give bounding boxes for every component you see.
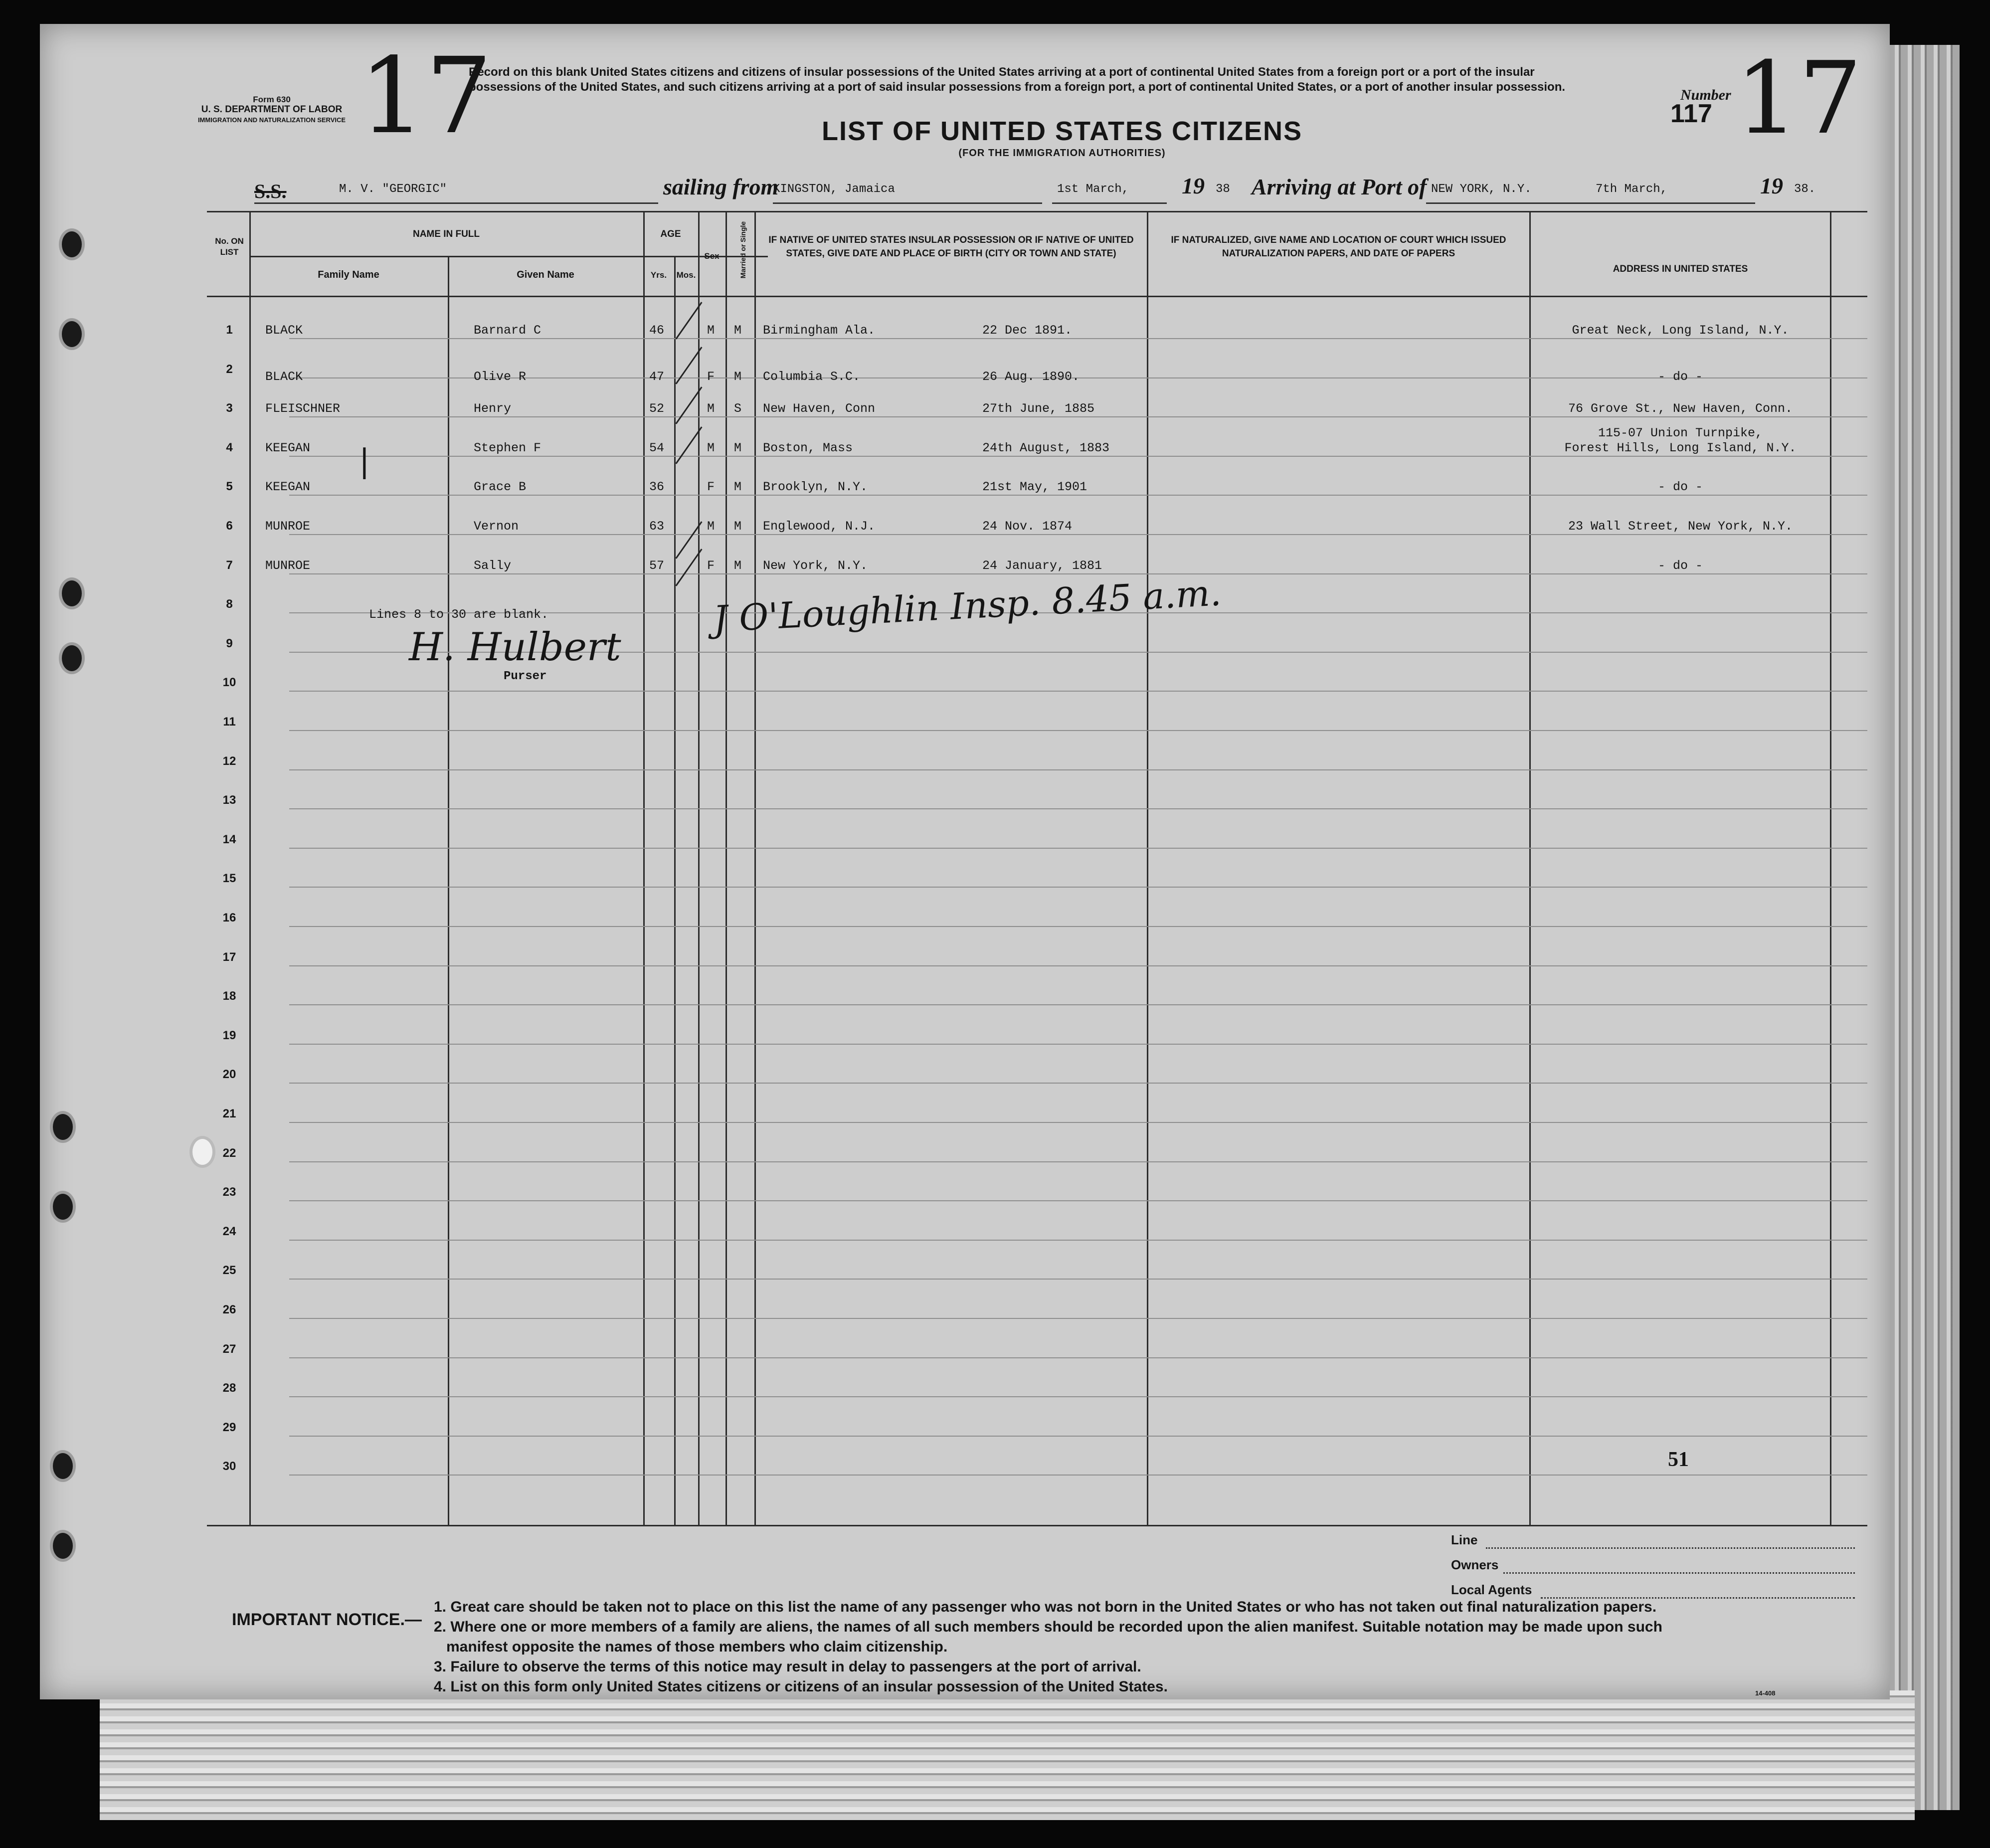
address-cell: 115-07 Union Turnpike, xyxy=(1598,425,1763,440)
age-years-cell: 57 xyxy=(649,558,665,573)
sailing-from-label: sailing from xyxy=(663,174,779,199)
line-number: 8 xyxy=(226,597,233,611)
address-cell: 76 Grove St., New Haven, Conn. xyxy=(1568,401,1793,416)
page-subtitle: (FOR THE IMMIGRATION AUTHORITIES) xyxy=(958,148,1166,159)
ruled-line xyxy=(289,926,1867,927)
vessel-name: M. V. "GEORGIC" xyxy=(339,183,447,196)
binder-hole xyxy=(59,318,85,350)
ruled-line xyxy=(289,1396,1867,1397)
age-years-cell: 36 xyxy=(649,480,665,495)
blank-lines-note: Lines 8 to 30 are blank. xyxy=(369,607,549,622)
line-number: 21 xyxy=(222,1107,236,1120)
handwritten-sheet-number-right: 17 xyxy=(1735,40,1862,157)
col-header-given-name: Given Name xyxy=(517,269,574,280)
binder-hole xyxy=(50,1111,76,1143)
given-name-cell: Sally xyxy=(474,558,512,573)
birth-place-cell: New York, N.Y. xyxy=(763,558,868,573)
footer-owners-label: Owners xyxy=(1451,1557,1499,1572)
underlying-pages-bottom xyxy=(100,1690,1915,1820)
age-years-cell: 54 xyxy=(649,440,665,455)
arriving-year: 38. xyxy=(1794,183,1816,196)
line-number: 5 xyxy=(226,480,233,494)
service-name: IMMIGRATION AND NATURALIZATION SERVICE xyxy=(197,116,346,124)
notice-item-3: 3. Failure to observe the terms of this notice may result in delay to passengers at the port of arrival. xyxy=(434,1659,1141,1675)
marital-status-cell: M xyxy=(734,519,742,534)
ruled-line xyxy=(289,1357,1867,1358)
marital-status-cell: M xyxy=(734,480,742,495)
ruled-line xyxy=(289,1240,1867,1241)
family-name-cell: MUNROE xyxy=(265,558,311,573)
binder-hole xyxy=(50,1191,76,1223)
col-header-married-or-single: Married or Single xyxy=(739,221,747,279)
sailing-year-prefix: 19 xyxy=(1182,173,1205,198)
vessel-prefix-struck: S.S. xyxy=(254,180,287,202)
ruled-line xyxy=(289,1475,1867,1476)
tick-mark: | xyxy=(359,443,370,480)
address-cell: - do - xyxy=(1657,558,1703,573)
sex-cell: M xyxy=(707,440,715,455)
family-name-cell: KEEGAN xyxy=(265,480,311,495)
line-number: 13 xyxy=(222,793,236,807)
ruled-line xyxy=(289,1436,1867,1437)
line-number: 10 xyxy=(222,676,236,690)
line-number: 28 xyxy=(222,1381,236,1395)
ruled-line xyxy=(289,495,1867,496)
address-cell: 23 Wall Street, New York, N.Y. xyxy=(1568,519,1793,534)
line-number: 24 xyxy=(222,1224,236,1238)
ruled-line xyxy=(289,1161,1867,1162)
birth-date-cell: 26 Aug. 1890. xyxy=(982,369,1080,384)
marital-status-cell: S xyxy=(734,401,742,416)
age-years-cell: 52 xyxy=(649,401,665,416)
notice-item-2: 2. Where one or more members of a family are aliens, the names of all such members should be recorded upon the alien manifest. Suitable notation may be made upon such xyxy=(434,1619,1662,1635)
line-number: 6 xyxy=(226,519,233,533)
col-header-mos: Mos. xyxy=(676,270,696,280)
sex-cell: M xyxy=(707,323,715,338)
family-name-cell: BLACK xyxy=(265,369,303,384)
given-name-cell: Vernon xyxy=(474,519,519,534)
age-years-cell: 47 xyxy=(649,369,665,384)
ruled-line xyxy=(289,887,1867,888)
notice-item-4: 4. List on this form only United States citizens or citizens of an insular possession of the United States. xyxy=(434,1678,1168,1695)
ruled-line xyxy=(289,1318,1867,1319)
birth-place-cell: Boston, Mass xyxy=(763,440,853,455)
col-header-address: ADDRESS IN UNITED STATES xyxy=(1613,264,1748,274)
ruled-line xyxy=(289,691,1867,692)
col-header-no-on-list: No. ON LIST xyxy=(215,236,244,257)
binder-hole xyxy=(59,642,85,674)
sex-cell: F xyxy=(707,480,715,495)
ruled-line xyxy=(289,1200,1867,1201)
ruled-line xyxy=(289,1083,1867,1084)
inspector-note: J O'Loughlin Insp. 8.45 a.m. xyxy=(712,571,1223,640)
ruled-line xyxy=(289,730,1867,731)
family-name-cell: FLEISCHNER xyxy=(265,401,341,416)
notice-item-2-cont: manifest opposite the names of those members who claim citizenship. xyxy=(446,1639,948,1655)
birth-date-cell: 22 Dec 1891. xyxy=(982,323,1073,338)
age-years-cell: 63 xyxy=(649,519,665,534)
col-header-birth: IF NATIVE OF UNITED STATES INSULAR POSSESSION OR IF NATIVE OF UNITED STATES, GIVE DATE AND PLACE OF BIRTH (CITY OR TOWN AND STATE) xyxy=(768,235,1134,259)
birth-place-cell: Birmingham Ala. xyxy=(763,323,876,338)
purser-label: Purser xyxy=(504,670,547,683)
given-name-cell: Stephen F xyxy=(474,440,542,455)
department-name: U. S. DEPARTMENT OF LABOR xyxy=(201,104,343,115)
line-number: 17 xyxy=(222,950,236,964)
ruled-line xyxy=(289,1004,1867,1005)
line-number: 11 xyxy=(223,715,236,729)
line-number: 18 xyxy=(222,989,236,1003)
line-number: 2 xyxy=(226,362,233,376)
notice-label: IMPORTANT NOTICE.— xyxy=(232,1610,422,1629)
arriving-year-prefix: 19 xyxy=(1760,173,1783,198)
line-number: 16 xyxy=(222,911,236,924)
sex-cell: M xyxy=(707,519,715,534)
birth-place-cell: New Haven, Conn xyxy=(763,401,876,416)
marital-status-cell: M xyxy=(734,558,742,573)
marital-status-cell: M xyxy=(734,440,742,455)
binder-hole xyxy=(50,1530,76,1562)
ruled-line xyxy=(289,456,1867,457)
line-number: 20 xyxy=(222,1068,236,1082)
col-header-yrs: Yrs. xyxy=(650,270,667,280)
line-number: 30 xyxy=(222,1460,236,1474)
arriving-date: 7th March, xyxy=(1596,183,1668,196)
address-cell-line-2: Forest Hills, Long Island, N.Y. xyxy=(1564,440,1797,455)
arriving-port: NEW YORK, N.Y. xyxy=(1431,183,1532,196)
age-years-cell: 46 xyxy=(649,323,665,338)
marital-status-cell: M xyxy=(734,323,742,338)
print-code: 14-408 xyxy=(1755,1689,1776,1697)
ruled-line xyxy=(289,1044,1867,1045)
line-number: 22 xyxy=(222,1146,236,1160)
birth-date-cell: 21st May, 1901 xyxy=(982,480,1087,495)
col-header-age: AGE xyxy=(660,229,681,239)
ruled-line xyxy=(289,534,1867,535)
sex-cell: M xyxy=(707,401,715,416)
given-name-cell: Olive R xyxy=(474,369,527,384)
birth-date-cell: 24 January, 1881 xyxy=(982,558,1102,573)
birth-place-cell: Brooklyn, N.Y. xyxy=(763,480,868,495)
ruled-line xyxy=(289,416,1867,417)
sailing-year: 38 xyxy=(1216,183,1230,196)
header-bottom-border xyxy=(207,296,1867,297)
record-instructions: Record on this blank United States citizens and citizens of insular possessions of the United States arriving at a port of continental United States from a foreign port or a port of the insular possessions of the United States, and such citizens arriving at a port of said insular possessions from a foreign port, a port of continental United States, or a port of another insular possession. xyxy=(469,65,1566,94)
table-top-border xyxy=(207,211,1867,212)
notice-item-1: 1. Great care should be taken not to place on this list the name of any passenger who was not born in the United States or who has not taken out final naturalization papers. xyxy=(434,1599,1657,1615)
page-title: LIST OF UNITED STATES CITIZENS xyxy=(822,116,1302,146)
line-number: 1 xyxy=(226,323,233,337)
ruled-line xyxy=(289,1122,1867,1123)
birth-place-cell: Columbia S.C. xyxy=(763,369,861,384)
family-name-cell: KEEGAN xyxy=(265,440,311,455)
birth-date-cell: 24th August, 1883 xyxy=(982,440,1110,455)
line-number: 9 xyxy=(226,636,233,650)
line-number: 12 xyxy=(222,754,236,768)
ruled-line xyxy=(289,848,1867,849)
ruled-line xyxy=(289,769,1867,770)
col-header-sex: Sex xyxy=(704,251,720,261)
table-bottom-border xyxy=(207,1525,1867,1526)
sailing-date: 1st March, xyxy=(1057,183,1129,196)
marital-status-cell: M xyxy=(734,369,742,384)
given-name-cell: Barnard C xyxy=(474,323,542,338)
ruled-line xyxy=(289,573,1867,574)
family-name-cell: MUNROE xyxy=(265,519,311,534)
footer-agents-label: Local Agents xyxy=(1451,1582,1532,1597)
address-cell: - do - xyxy=(1657,369,1703,384)
line-number: 19 xyxy=(222,1028,236,1042)
binder-hole xyxy=(59,577,85,609)
birth-place-cell: Englewood, N.J. xyxy=(763,519,876,534)
binder-hole xyxy=(50,1450,76,1482)
col-header-family-name: Family Name xyxy=(318,269,379,280)
line-number: 7 xyxy=(226,558,233,572)
line-number: 15 xyxy=(222,872,236,886)
line-number: 23 xyxy=(222,1185,236,1199)
address-cell: Great Neck, Long Island, N.Y. xyxy=(1572,323,1789,338)
ruled-line xyxy=(289,808,1867,809)
arriving-label: Arriving at Port of xyxy=(1252,174,1427,199)
line-number: 3 xyxy=(226,401,233,415)
line-number: 27 xyxy=(222,1342,236,1356)
number-label: Number xyxy=(1680,87,1731,103)
given-name-cell: Henry xyxy=(474,401,512,416)
list-number-typed: 117 xyxy=(1670,99,1712,128)
line-30-mark: 51 xyxy=(1668,1448,1689,1471)
purser-signature: H. Hulbert xyxy=(409,625,621,670)
line-number: 14 xyxy=(222,832,236,846)
ruled-line xyxy=(289,1279,1867,1280)
binder-hole xyxy=(59,228,85,260)
address-cell: - do - xyxy=(1657,480,1703,495)
birth-date-cell: 24 Nov. 1874 xyxy=(982,519,1073,534)
manifest-sheet xyxy=(40,24,1890,1699)
line-number: 26 xyxy=(222,1303,236,1316)
sex-cell: F xyxy=(707,558,715,573)
handwritten-sheet-number-left: 17 xyxy=(359,35,493,157)
col-header-name-in-full: NAME IN FULL xyxy=(412,229,480,239)
birth-date-cell: 27th June, 1885 xyxy=(982,401,1095,416)
ruled-line xyxy=(289,338,1867,339)
line-number: 4 xyxy=(226,440,233,454)
sex-cell: F xyxy=(707,369,715,384)
line-number: 29 xyxy=(222,1420,236,1434)
line-number: 25 xyxy=(222,1264,236,1278)
family-name-cell: BLACK xyxy=(265,323,303,338)
given-name-cell: Grace B xyxy=(474,480,527,495)
col-header-naturalized: IF NATURALIZED, GIVE NAME AND LOCATION OF COURT WHICH ISSUED NATURALIZATION PAPERS, AND DATE OF PAPERS xyxy=(1171,235,1506,259)
ruled-line xyxy=(289,965,1867,966)
sailing-port: KINGSTON, Jamaica xyxy=(773,183,895,196)
footer-line-label: Line xyxy=(1451,1532,1478,1547)
form-number: Form 630 xyxy=(253,95,291,104)
